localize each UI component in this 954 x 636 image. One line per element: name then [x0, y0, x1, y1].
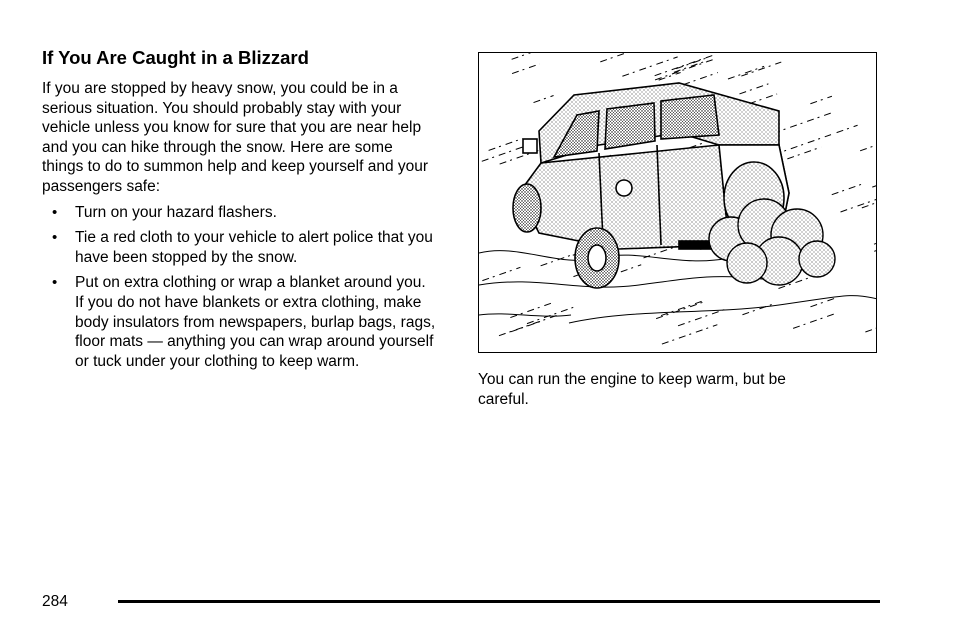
bullet-icon: •: [52, 274, 58, 292]
bullet-list: [42, 203, 437, 372]
bullet-item: [42, 228, 437, 267]
left-column: [42, 46, 437, 377]
bullet-item: [42, 203, 437, 223]
vehicle-in-blizzard-illustration: [478, 52, 877, 353]
bullet-text: Tie a red cloth to your vehicle to alert police that you have been stopped by the snow.: [75, 229, 433, 266]
bullet-icon: •: [52, 203, 58, 221]
figure-caption: You can run the engine to keep warm, but be careful.: [478, 371, 786, 408]
bullet-icon: •: [52, 229, 58, 247]
bullet-item: [42, 273, 437, 371]
illustration-svg: [479, 53, 877, 353]
intro-paragraph: If you are stopped by heavy snow, you could be in a serious situation. You should probably stay with your vehicle unless you know for sure that you are near help and you can hike through the snow. Here are some things to do to summon help and keep yourself and your passengers safe:: [42, 80, 429, 195]
section-heading: If You Are Caught in a Blizzard: [42, 47, 309, 68]
bullet-text: Put on extra clothing or wrap a blanket around you. If you do not have blankets or extra clothing, make body insulators from newspapers, burlap bags, rags, floor mats — anything you can wrap around yourself or tuck under your clothing to keep warm.: [75, 274, 436, 370]
bullet-text: Turn on your hazard flashers.: [75, 203, 277, 221]
footer-rule: [118, 600, 880, 603]
page-number: 284: [42, 593, 68, 610]
